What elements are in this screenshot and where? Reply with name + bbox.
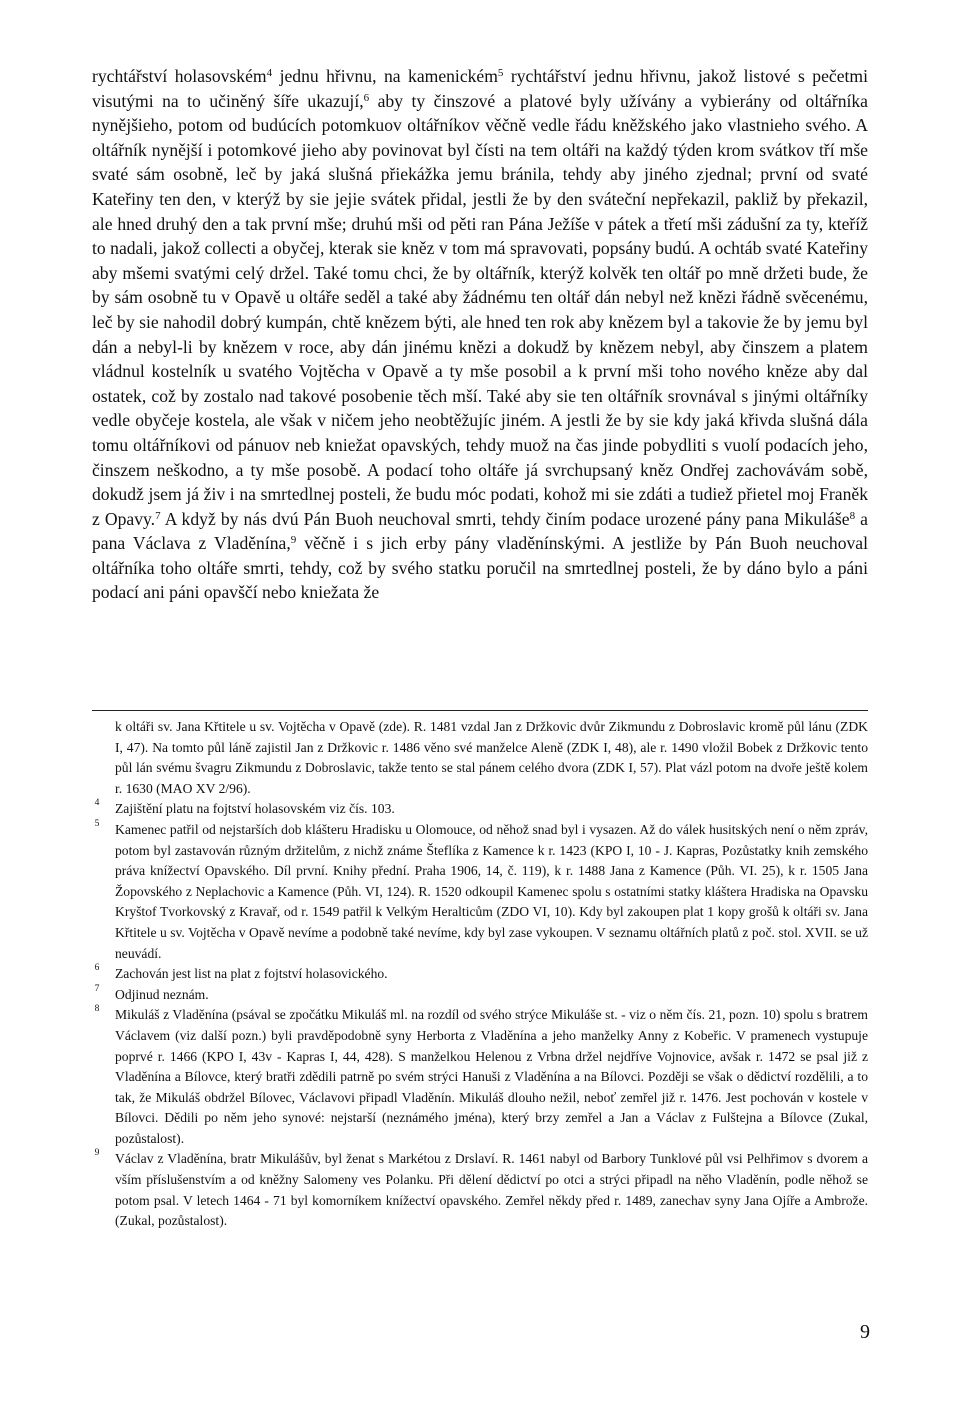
- footnote: [92, 985, 868, 1006]
- footnotes: [92, 717, 868, 1232]
- footnote-ref: 6: [363, 91, 370, 104]
- page-number: 9: [860, 1321, 870, 1343]
- footnote-text: Odjinud neznám.: [115, 986, 209, 1002]
- footnote: [92, 799, 868, 820]
- footnote-text: Kamenec patřil od nejstarších dob klášteru Hradisku u Olomouce, od něhož snad byl i vysazen. Až do válek husitských není o něm zpráv, potom byl zastavován různým držitelům, z nichž známe Šteflíka z Kamence k r. 1423 (KPO I, 10 - J. Kapras, Pozůstatky knih zemského práva knížectví Opavského. Díl první. Knihy přední. Praha 1906, 14, č. 119), k r. 1488 Jana z Kamence (Půh. VI. 25), k r. 1505 Jana Žopovského z Neplachovic a Kamence (Půh. VI, 124). R. 1520 odkoupil Kamenec spolu s ostatními statky kláštera Hradiska na Opavsku Kryštof Tvorkovský z Kravař, od r. 1549 patřil k Velkým Heralticům (ZDO VI, 10). Kdy byl zakoupen plat 1 kopy grošů k oltáři sv. Jana Křtitele u sv. Vojtěcha v Opavě nevíme a podobně také nevíme, kdy byl zase vykoupen. V seznamu oltářních platů z poč. stol. XVII. se už neuvádí.: [115, 821, 868, 961]
- main-text-segment: jednu hřivnu, na kamenickém: [272, 66, 498, 86]
- footnote-divider: [92, 710, 868, 711]
- footnote-ref: 5: [497, 67, 504, 79]
- footnote-number: 6: [94, 963, 100, 974]
- footnote-ref: 9: [290, 534, 297, 547]
- footnote-text: k oltáři sv. Jana Křtitele u sv. Vojtěcha v Opavě (zde). R. 1481 vzdal Jan z Držkovic dvůr Zikmundu z Dobroslavic kromě půl lánu (ZDK I, 47). Na tomto půl láně zajistil Jan z Držkovic r. 1486 věno své manželce Aleně (ZDK I, 48), ale r. 1490 vložil Bobek z Držkovic tento půl lán svému švagru Zikmundu z Dobroslavic, takže tento se stal pánem celého dvora (ZDK I, 57). Plat vázl potom na dvoře ještě kolem r. 1630 (MAO XV 2/96).: [115, 719, 868, 796]
- footnote-number: 5: [94, 818, 100, 829]
- footnote-number: 8: [94, 1004, 100, 1015]
- main-text-segment: rychtářství holasovském: [92, 66, 267, 86]
- footnote-text: Václav z Vladěnína, bratr Mikulášův, byl ženat s Markétou z Drslaví. R. 1461 nabyl od Barbory Tunklové půl vsi Pelhřimov s dvorem a vším příslušenstvím a od kněžny Salomeny ves Polanku. Při dělení dědictví po otci a strýci připadl na něho Vladěnín, podle něhož se potom psal. V letech 1464 - 71 byl komorníkem knížectví opavského. Zemřel někdy před r. 1489, zanechav syny Jana Ojíře a Ambrože. (Zukal, pozůstalost).: [115, 1151, 868, 1229]
- footnote-text: Zachován jest list na plat z fojtství holasovického.: [115, 966, 388, 982]
- main-text-segment: A když by nás dvú Pán Buoh neuchoval smrti, tehdy činím podace urozené pány pana Mikuláše: [160, 508, 850, 529]
- footnote: [92, 1005, 868, 1149]
- main-text-segment: a pana Václava z Vladěnína,: [92, 508, 868, 554]
- footnote-ref: 7: [155, 509, 161, 522]
- footnote-number: 9: [94, 1148, 100, 1159]
- footnote: [92, 1149, 868, 1231]
- footnote-ref: 4: [266, 67, 273, 79]
- footnote-number: 7: [94, 983, 100, 994]
- footnote: [92, 820, 868, 964]
- footnote-ref: 8: [849, 509, 856, 522]
- footnote-text: Zajištění platu na fojtství holasovském viz čís. 103.: [115, 801, 395, 817]
- main-text-segment: věčně i s jich erby pány vladěnínskými. A jestliže by Pán Buoh neuchoval oltářníka toho oltáře smrti, tehdy, což by svého statku poručil na smrtedlnej posteli, že by dáno bylo a páni podací ani páni opavščí nebo kniežata že: [92, 533, 868, 603]
- main-text-segment: aby ty činszové a platové byly užívány a vybierány od oltářníka nynějšieho, potom od budúcích potomkuov oltářníkov věčně vedle řádu kněžského jako vlastnieho svého. A oltářník nynější i potomkové jieho aby povinovat byl čísti na tem oltáři na každý týden krom svátkov tří mše svaté sám osobně, leč by jaká slušná přiekážka jemu bránila, tehdy aby jiného zjednal; první od svaté Kateřiny ten den, v kterýž by sie jejie svátek přidal, jestli že by den sváteční nepřekazil, pakliž by překazil, ale hned druhý den a tak první mše; druhú mši od pěti ran Pána Ježíše v pátek a třetí mši zádušní za ty, kteříž to nadali, jakož collecti a obyčej, kterak sie kněz v tom má spravovati, popsány budú. A ochtáb svaté Kateřiny aby mšemi svatými celý držel. Také tomu chci, že by oltářník, kterýž kolvěk ten oltář po mně držeti bude, že by sám osobně tu v Opavě u oltáře seděl a také aby žádnému ten oltář dán nebyl než knězi řádně svěcenému, leč by sie nahodil dobrý kumpán, chtě knězem býti, ale hned ten rok aby knězem byl a takovie že by jemu byl dán a nebyl-li by knězem v roce, aby dán jinému knězi a dokudž by knězem nebyl, aby činszem a platem vládnul kostelník u svatého Vojtěcha v Opavě a ty mše posobil a k první mši toho nového kněze aby dal ostatek, což by zostalo nad takové posobenie těch mší. Také aby sie ten oltářník srovnával s jinými oltářníky vedle obyčeje kostela, ale však v ničem jeho neobtěžujíc jiném. A jestli že by sie kdy jaká křivda slušná dála tomu oltářníkovi od pánuov neb kniežat opavských, tehdy muož na čas jinde pobydliti s vuolí podacích jeho, činszem neškodno, a ty mše posobě. A podací toho oltáře já svrchupsaný kněz Ondřej zachovávám sobě, dokudž jsem já živ i na smrtedlnej posteli, že budu móc podati, kohož mi sie zdáti a tudiež přietel moj Franěk z Opavy.: [92, 90, 868, 529]
- footnote-text: Mikuláš z Vladěnína (psával se zpočátku Mikuláš ml. na rozdíl od svého strýce Mikuláše st. - viz o něm čís. 21, pozn. 10) spolu s bratrem Václavem (viz další pozn.) byli pravděpodobně syny Herborta z Vladěnína a jeho manželky Anny z Kobeřic. V pramenech vystupuje poprvé r. 1466 (KPO I, 43v - Kapras I, 44, 428). S manželkou Helenou z Vrbna držel nejdříve Vojnovice, avšak r. 1472 se psal již z Vladěnína a Bílovce, který bratři zdědili patrně po svém strýci Hanuši z Vladěnína a na Bílovci. Později se však o dědictví rozdělili, a to tak, že Mikuláš obdržel Bílovec, Václavovi připadl Vladěnín. Mikuláš dlouho nežil, neboť zemřel již r. 1476. Jest pochován v kostele v Bílovci. Dědili po něm jeho synové: nejstarší (neznámého jména), který brzy zemřel a Jan a Václav z Fulštejna a Bílovce (Zukal, pozůstalost).: [115, 1007, 868, 1146]
- footnote: [92, 717, 868, 799]
- footnote: [92, 964, 868, 985]
- footnote-number: 4: [94, 798, 100, 809]
- main-text: [92, 64, 868, 605]
- main-text-segment: rychtářství jednu hřivnu, jakož listové s pečetmi visutými na to učiněný šíře ukazují,: [92, 66, 868, 111]
